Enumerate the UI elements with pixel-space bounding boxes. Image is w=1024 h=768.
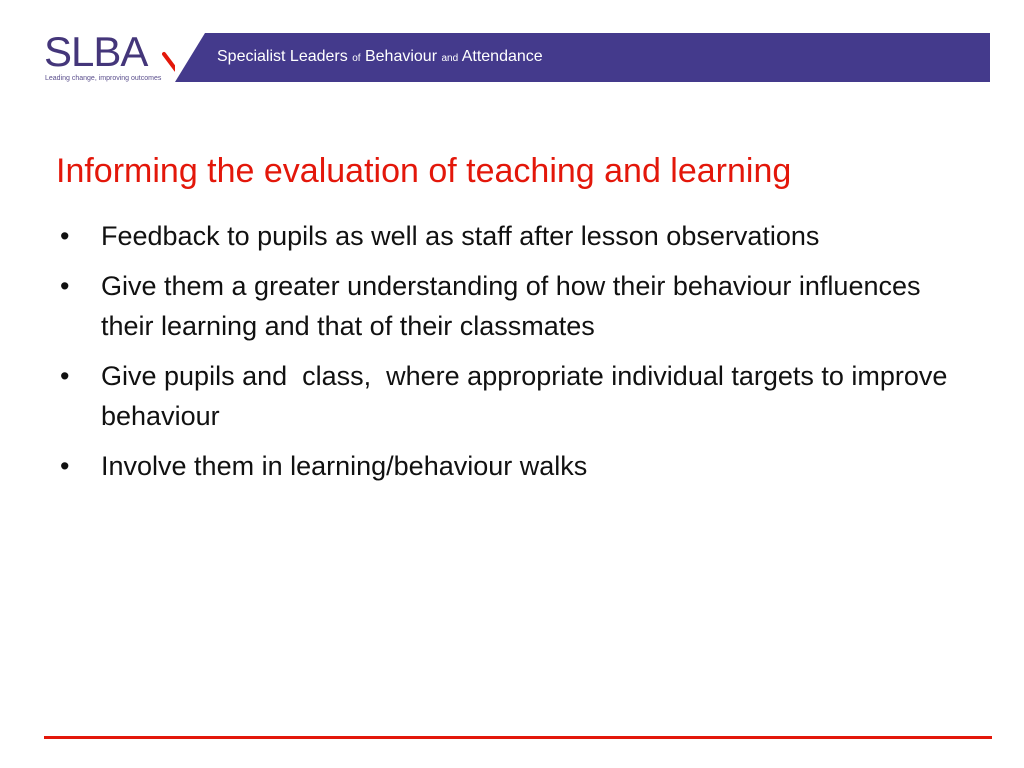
logo-tagline: Leading change, improving outcomes: [45, 75, 162, 82]
banner-text-behaviour: Behaviour: [360, 48, 442, 65]
bullet-list: [56, 216, 956, 496]
bullet-marker: •: [60, 361, 70, 391]
banner-text-of: of: [352, 53, 361, 64]
bullet-text: Involve them in learning/behaviour walks: [101, 451, 588, 481]
banner-slant-decoration: [175, 33, 205, 82]
slide-title: Informing the evaluation of teaching and learning: [56, 152, 792, 190]
bullet-marker: •: [60, 451, 70, 481]
bullet-item: [56, 446, 956, 486]
bullet-marker: •: [60, 221, 70, 251]
banner-text-and: and: [441, 53, 459, 64]
bullet-item: [56, 216, 956, 256]
banner-text-attendance: Attendance: [458, 48, 543, 65]
footer-divider: [44, 736, 992, 739]
bullet-text: Give pupils and class, where appropriate individual targets to improve behaviour: [101, 361, 955, 431]
bullet-text: Feedback to pupils as well as staff after lesson observations: [101, 221, 820, 251]
bullet-item: [56, 356, 956, 436]
bullet-marker: •: [60, 271, 70, 301]
bullet-item: [56, 266, 956, 346]
banner-text-specialist-leaders: Specialist Leaders: [217, 48, 353, 65]
banner-title: [217, 47, 543, 69]
logo-wordmark: SLBA: [44, 28, 148, 75]
header-banner: [175, 33, 990, 82]
bullet-text: Give them a greater understanding of how their behaviour influences their learning and that of their classmates: [101, 271, 921, 341]
